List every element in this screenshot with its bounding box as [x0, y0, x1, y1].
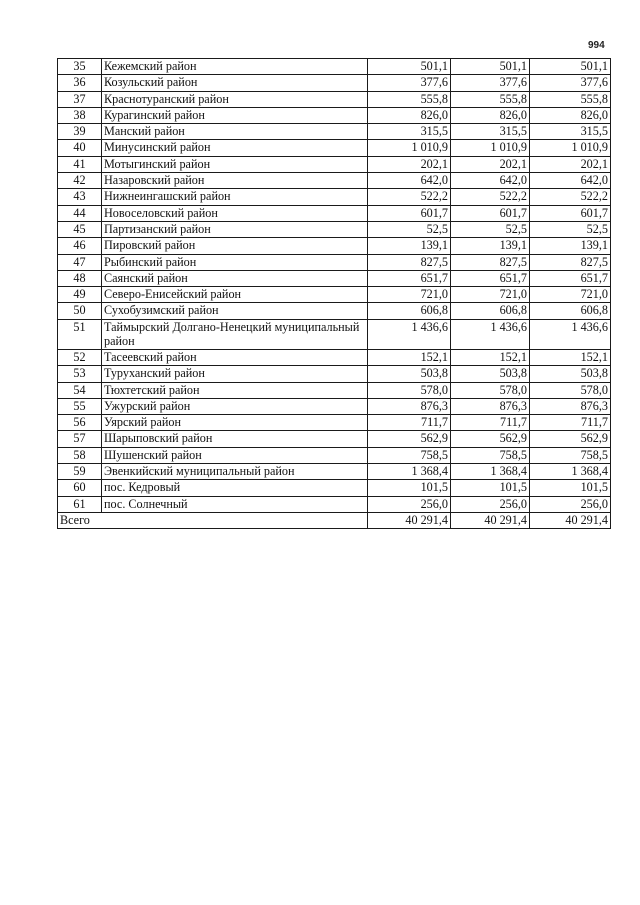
row-number: 38 — [58, 107, 102, 123]
row-number: 45 — [58, 221, 102, 237]
value-col-3: 711,7 — [530, 415, 611, 431]
value-col-1: 503,8 — [368, 366, 451, 382]
district-name: пос. Солнечный — [102, 496, 368, 512]
table-row — [58, 382, 611, 398]
district-name: Шарыповский район — [102, 431, 368, 447]
value-col-2: 256,0 — [451, 496, 530, 512]
row-number: 54 — [58, 382, 102, 398]
district-name: Краснотуранский район — [102, 91, 368, 107]
value-col-2: 711,7 — [451, 415, 530, 431]
value-col-1: 522,2 — [368, 189, 451, 205]
value-col-3: 202,1 — [530, 156, 611, 172]
value-col-2: 202,1 — [451, 156, 530, 172]
table-row — [58, 270, 611, 286]
value-col-3: 876,3 — [530, 398, 611, 414]
value-col-2: 562,9 — [451, 431, 530, 447]
district-name: Козульский район — [102, 75, 368, 91]
value-col-3: 827,5 — [530, 254, 611, 270]
district-name: Сухобузимский район — [102, 303, 368, 319]
row-number: 39 — [58, 124, 102, 140]
table-row — [58, 59, 611, 75]
value-col-1: 651,7 — [368, 270, 451, 286]
row-number: 51 — [58, 319, 102, 349]
table-row — [58, 303, 611, 319]
district-name: Туруханский район — [102, 366, 368, 382]
value-col-3: 377,6 — [530, 75, 611, 91]
row-number: 55 — [58, 398, 102, 414]
value-col-1: 315,5 — [368, 124, 451, 140]
value-col-2: 377,6 — [451, 75, 530, 91]
value-col-1: 139,1 — [368, 238, 451, 254]
district-name: Таймырский Долгано-Ненецкий муниципальный район — [102, 319, 368, 349]
value-col-1: 826,0 — [368, 107, 451, 123]
value-col-3: 651,7 — [530, 270, 611, 286]
value-col-3: 501,1 — [530, 59, 611, 75]
value-col-1: 152,1 — [368, 349, 451, 365]
value-col-1: 1 368,4 — [368, 464, 451, 480]
district-name: Тюхтетский район — [102, 382, 368, 398]
value-col-3: 1 010,9 — [530, 140, 611, 156]
data-table — [57, 58, 611, 529]
value-col-3: 256,0 — [530, 496, 611, 512]
value-col-1: 876,3 — [368, 398, 451, 414]
table-row — [58, 107, 611, 123]
table-row — [58, 156, 611, 172]
value-col-2: 721,0 — [451, 287, 530, 303]
value-col-3: 642,0 — [530, 173, 611, 189]
value-col-2: 1 010,9 — [451, 140, 530, 156]
row-number: 35 — [58, 59, 102, 75]
value-col-3: 1 436,6 — [530, 319, 611, 349]
value-col-2: 827,5 — [451, 254, 530, 270]
district-name: Мотыгинский район — [102, 156, 368, 172]
value-col-2: 1 368,4 — [451, 464, 530, 480]
district-name: Тасеевский район — [102, 349, 368, 365]
district-name: Назаровский район — [102, 173, 368, 189]
value-col-3: 721,0 — [530, 287, 611, 303]
value-col-1: 202,1 — [368, 156, 451, 172]
row-number: 52 — [58, 349, 102, 365]
value-col-1: 642,0 — [368, 173, 451, 189]
row-number: 61 — [58, 496, 102, 512]
value-col-1: 601,7 — [368, 205, 451, 221]
table-row — [58, 496, 611, 512]
value-col-1: 1 010,9 — [368, 140, 451, 156]
value-col-3: 503,8 — [530, 366, 611, 382]
row-number: 53 — [58, 366, 102, 382]
table-row — [58, 349, 611, 365]
value-col-1: 256,0 — [368, 496, 451, 512]
district-name: Манский район — [102, 124, 368, 140]
row-number: 41 — [58, 156, 102, 172]
value-col-2: 876,3 — [451, 398, 530, 414]
value-col-3: 578,0 — [530, 382, 611, 398]
table-row — [58, 91, 611, 107]
table-row — [58, 447, 611, 463]
value-col-1: 758,5 — [368, 447, 451, 463]
value-col-2: 139,1 — [451, 238, 530, 254]
row-number: 44 — [58, 205, 102, 221]
value-col-2: 501,1 — [451, 59, 530, 75]
district-name: Пировский район — [102, 238, 368, 254]
table-row — [58, 366, 611, 382]
value-col-2: 606,8 — [451, 303, 530, 319]
value-col-2: 315,5 — [451, 124, 530, 140]
value-col-3: 826,0 — [530, 107, 611, 123]
row-number: 58 — [58, 447, 102, 463]
district-name: Ужурский район — [102, 398, 368, 414]
row-number: 50 — [58, 303, 102, 319]
value-col-1: 827,5 — [368, 254, 451, 270]
table-row — [58, 319, 611, 349]
table-row — [58, 415, 611, 431]
value-col-2: 555,8 — [451, 91, 530, 107]
value-col-3: 1 368,4 — [530, 464, 611, 480]
row-number: 42 — [58, 173, 102, 189]
district-name: Уярский район — [102, 415, 368, 431]
value-col-3: 101,5 — [530, 480, 611, 496]
table-row — [58, 287, 611, 303]
value-col-1: 52,5 — [368, 221, 451, 237]
row-number: 40 — [58, 140, 102, 156]
table-row — [58, 75, 611, 91]
value-col-2: 826,0 — [451, 107, 530, 123]
value-col-1: 501,1 — [368, 59, 451, 75]
value-col-3: 522,2 — [530, 189, 611, 205]
value-col-2: 651,7 — [451, 270, 530, 286]
row-number: 56 — [58, 415, 102, 431]
row-number: 60 — [58, 480, 102, 496]
value-col-2: 1 436,6 — [451, 319, 530, 349]
table-row — [58, 205, 611, 221]
row-number: 43 — [58, 189, 102, 205]
total-row — [58, 512, 611, 528]
value-col-3: 562,9 — [530, 431, 611, 447]
table-row — [58, 140, 611, 156]
table-row — [58, 173, 611, 189]
value-col-2: 101,5 — [451, 480, 530, 496]
value-col-1: 562,9 — [368, 431, 451, 447]
value-col-1: 711,7 — [368, 415, 451, 431]
district-name: Рыбинский район — [102, 254, 368, 270]
table-row — [58, 254, 611, 270]
row-number: 36 — [58, 75, 102, 91]
value-col-1: 555,8 — [368, 91, 451, 107]
table-row — [58, 189, 611, 205]
value-col-3: 152,1 — [530, 349, 611, 365]
district-name: Шушенский район — [102, 447, 368, 463]
total-value-col-3: 40 291,4 — [530, 512, 611, 528]
table-row — [58, 221, 611, 237]
value-col-1: 377,6 — [368, 75, 451, 91]
total-label: Всего — [58, 512, 368, 528]
table-row — [58, 480, 611, 496]
table-row — [58, 124, 611, 140]
value-col-1: 606,8 — [368, 303, 451, 319]
row-number: 37 — [58, 91, 102, 107]
value-col-1: 101,5 — [368, 480, 451, 496]
district-name: Саянский район — [102, 270, 368, 286]
district-name: Партизанский район — [102, 221, 368, 237]
district-name: Северо-Енисейский район — [102, 287, 368, 303]
total-value-col-2: 40 291,4 — [451, 512, 530, 528]
table-row — [58, 238, 611, 254]
row-number: 46 — [58, 238, 102, 254]
district-name: Курагинский район — [102, 107, 368, 123]
table-row — [58, 398, 611, 414]
value-col-3: 139,1 — [530, 238, 611, 254]
row-number: 59 — [58, 464, 102, 480]
row-number: 48 — [58, 270, 102, 286]
value-col-3: 758,5 — [530, 447, 611, 463]
value-col-2: 503,8 — [451, 366, 530, 382]
district-name: пос. Кедровый — [102, 480, 368, 496]
district-name: Новоселовский район — [102, 205, 368, 221]
row-number: 57 — [58, 431, 102, 447]
row-number: 49 — [58, 287, 102, 303]
table-row — [58, 464, 611, 480]
district-name: Кежемский район — [102, 59, 368, 75]
value-col-3: 606,8 — [530, 303, 611, 319]
page-number: 994 — [588, 40, 605, 51]
value-col-3: 52,5 — [530, 221, 611, 237]
value-col-1: 578,0 — [368, 382, 451, 398]
district-name: Нижнеингашский район — [102, 189, 368, 205]
district-name: Эвенкийский муниципальный район — [102, 464, 368, 480]
value-col-2: 642,0 — [451, 173, 530, 189]
table-row — [58, 431, 611, 447]
value-col-3: 601,7 — [530, 205, 611, 221]
value-col-3: 315,5 — [530, 124, 611, 140]
table-body — [58, 59, 611, 529]
value-col-2: 52,5 — [451, 221, 530, 237]
value-col-1: 1 436,6 — [368, 319, 451, 349]
value-col-2: 601,7 — [451, 205, 530, 221]
value-col-3: 555,8 — [530, 91, 611, 107]
value-col-2: 758,5 — [451, 447, 530, 463]
total-value-col-1: 40 291,4 — [368, 512, 451, 528]
district-name: Минусинский район — [102, 140, 368, 156]
row-number: 47 — [58, 254, 102, 270]
value-col-2: 152,1 — [451, 349, 530, 365]
value-col-2: 578,0 — [451, 382, 530, 398]
value-col-1: 721,0 — [368, 287, 451, 303]
value-col-2: 522,2 — [451, 189, 530, 205]
